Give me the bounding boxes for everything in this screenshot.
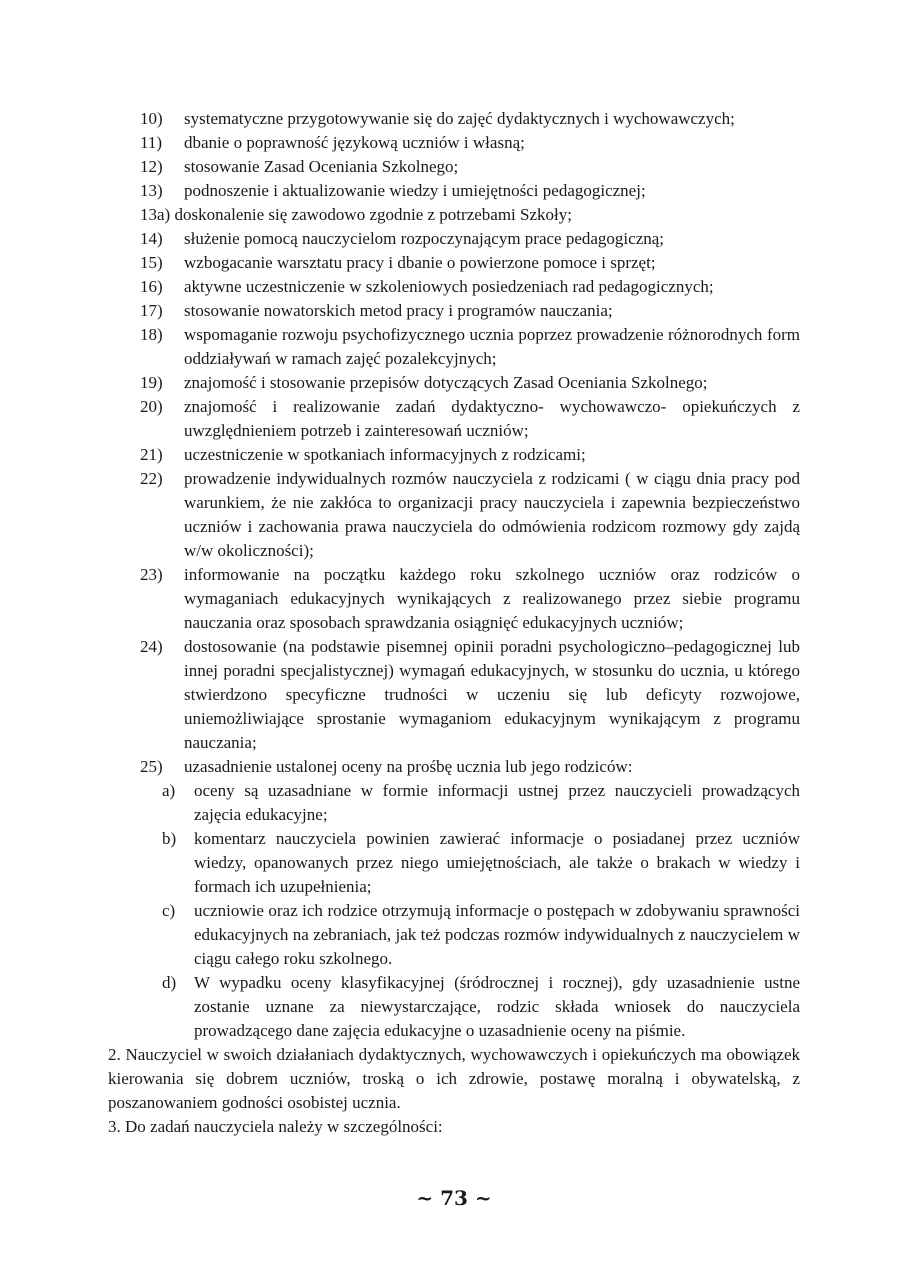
item-text: znajomość i stosowanie przepisów dotyczących Zasad Oceniania Szkolnego;	[184, 373, 708, 392]
page-number: ~ 73 ~	[416, 1186, 492, 1210]
item-text: wzbogacanie warsztatu pracy i dbanie o powierzone pomoce i sprzęt;	[184, 253, 656, 272]
item-number: 13)	[140, 181, 163, 200]
item-number: 25)	[140, 757, 163, 776]
item-text: stosowanie Zasad Oceniania Szkolnego;	[184, 157, 459, 176]
sub-item-letter: d)	[162, 973, 177, 992]
item-text: dostosowanie (na podstawie pisemnej opinii poradni psychologiczno–pedagogicznej lub innej poradni specjalistycznej) wymagań edukacyjnych, w stosunku do ucznia, u którego stwierdzono specyficzne trudności w uczeniu się lub deficyty rozwojowe, uniemożliwiające sprostanie wymaganiom edukacyjnym wynikającym z programu nauczania;	[184, 637, 800, 752]
item-number: 12)	[140, 157, 163, 176]
list-item-13a	[108, 203, 800, 227]
list-item-14	[108, 227, 800, 251]
item-number: 11)	[140, 133, 163, 152]
item-number: 16)	[140, 277, 163, 296]
item-text: aktywne uczestniczenie w szkoleniowych posiedzeniach rad pedagogicznych;	[184, 277, 714, 296]
paragraph-2: 2. Nauczyciel w swoich działaniach dydaktycznych, wychowawczych i opiekuńczych ma obowiązek kierowania się dobrem uczniów, troską o ich zdrowie, postawę moralną i obywatelską, z poszanowaniem godności osobistej ucznia.	[108, 1045, 800, 1112]
list-item-13	[108, 179, 800, 203]
item-text: służenie pomocą nauczycielom rozpoczynającym prace pedagogiczną;	[184, 229, 665, 248]
list-item-12	[108, 155, 800, 179]
list-item-17	[108, 299, 800, 323]
sub-item-a	[108, 779, 800, 827]
sub-item-b	[108, 827, 800, 899]
sub-item-letter: b)	[162, 829, 177, 848]
item-number: 24)	[140, 637, 163, 656]
sub-item-letter: c)	[162, 901, 176, 920]
item-text: wspomaganie rozwoju psychofizycznego ucznia poprzez prowadzenie różnorodnych form oddziaływań w ramach zajęć pozalekcyjnych;	[184, 325, 800, 368]
sub-item-text: W wypadku oceny klasyfikacyjnej (śródrocznej i rocznej), gdy uzasadnienie ustne zostanie uznane za niewystarczające, rodzic składa wniosek do nauczyciela prowadzącego dane zajęcia edukacyjne o uzasadnienie oceny na piśmie.	[194, 973, 800, 1040]
list-item-22	[108, 467, 800, 563]
list-item-20	[108, 395, 800, 443]
item-number: 13a)	[140, 205, 171, 224]
sub-item-text: komentarz nauczyciela powinien zawierać informacje o posiadanej przez uczniów wiedzy, opanowanych przez niego umiejętnościach, ale także o brakach w wiedzy i formach ich uzupełnienia;	[194, 829, 800, 896]
list-item-10	[108, 107, 800, 131]
item-text: dbanie o poprawność językową uczniów i własną;	[184, 133, 525, 152]
item-text: stosowanie nowatorskich metod pracy i programów nauczania;	[184, 301, 613, 320]
sub-item-c	[108, 899, 800, 971]
item-number: 14)	[140, 229, 163, 248]
paragraph-3: 3. Do zadań nauczyciela należy w szczególności:	[108, 1117, 443, 1136]
document-body	[108, 107, 800, 1139]
list-item-23	[108, 563, 800, 635]
item-number: 15)	[140, 253, 163, 272]
list-item-11	[108, 131, 800, 155]
item-text: uczestniczenie w spotkaniach informacyjnych z rodzicami;	[184, 445, 586, 464]
sub-item-letter: a)	[162, 781, 176, 800]
sub-item-text: uczniowie oraz ich rodzice otrzymują informacje o postępach w zdobywaniu sprawności edukacyjnych na zebraniach, jak też podczas rozmów indywidualnych z nauczycielem w ciągu całego roku szkolnego.	[194, 901, 800, 968]
item-text: uzasadnienie ustalonej oceny na prośbę ucznia lub jego rodziców:	[184, 757, 633, 776]
item-number: 20)	[140, 397, 163, 416]
item-number: 19)	[140, 373, 163, 392]
item-number: 10)	[140, 109, 163, 128]
item-number: 21)	[140, 445, 163, 464]
list-item-24	[108, 635, 800, 755]
list-item-19	[108, 371, 800, 395]
item-text: podnoszenie i aktualizowanie wiedzy i umiejętności pedagogicznej;	[184, 181, 646, 200]
list-item-15	[108, 251, 800, 275]
item-number: 22)	[140, 469, 163, 488]
item-text: systematyczne przygotowywanie się do zajęć dydaktycznych i wychowawczych;	[184, 109, 735, 128]
item-text: znajomość i realizowanie zadań dydaktyczno- wychowawczo- opiekuńczych z uwzględnieniem potrzeb i zainteresowań uczniów;	[184, 397, 800, 440]
list-item-16	[108, 275, 800, 299]
list-item-25	[108, 755, 800, 779]
item-text: prowadzenie indywidualnych rozmów nauczyciela z rodzicami ( w ciągu dnia pracy pod warunkiem, że nie zakłóca to organizacji pracy nauczyciela i zapewnia bezpieczeństwo uczniów i zachowania prawa nauczyciela do odmówienia rodzicom rozmowy gdy zajdą w/w okoliczności);	[184, 469, 800, 560]
item-number: 23)	[140, 565, 163, 584]
item-number: 18)	[140, 325, 163, 344]
list-item-18	[108, 323, 800, 371]
item-number: 17)	[140, 301, 163, 320]
sub-item-text: oceny są uzasadniane w formie informacji ustnej przez nauczycieli prowadzących zajęcia edukacyjne;	[194, 781, 800, 824]
list-item-21	[108, 443, 800, 467]
sub-item-d	[108, 971, 800, 1043]
item-text: doskonalenie się zawodowo zgodnie z potrzebami Szkoły;	[174, 205, 572, 224]
item-text: informowanie na początku każdego roku szkolnego uczniów oraz rodziców o wymaganiach edukacyjnych wynikających z realizowanego przez siebie programu nauczania oraz sposobach sprawdzania osiągnięć edukacyjnych uczniów;	[184, 565, 800, 632]
